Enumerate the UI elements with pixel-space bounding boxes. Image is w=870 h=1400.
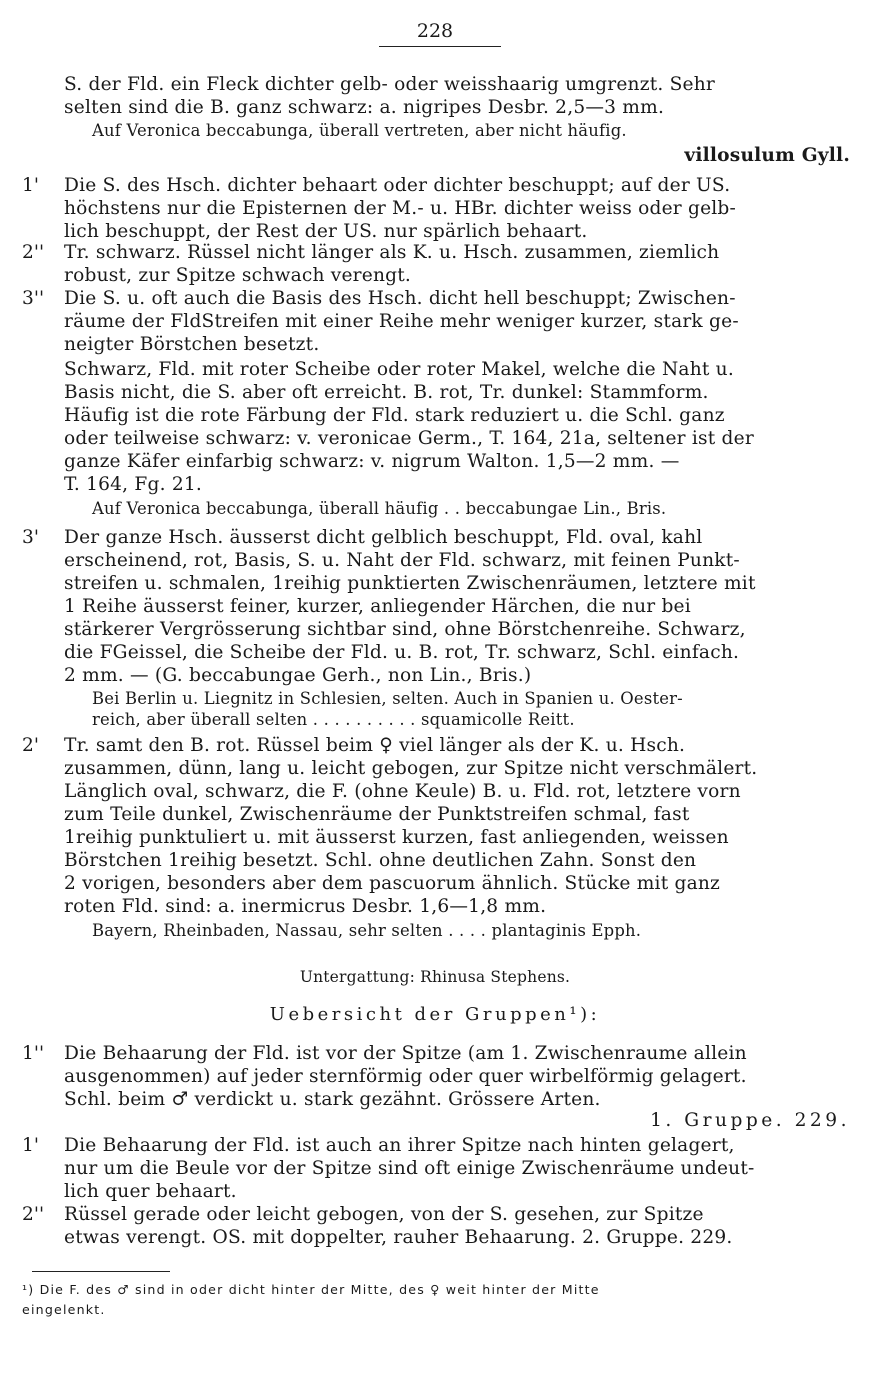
habitat-line: Bayern, Rheinbaden, Nassau, sehr selten . . . . plantaginis Epph. — [92, 921, 642, 940]
text-line: Die S. u. oft auch die Basis des Hsch. dicht hell beschuppt; Zwischen- — [64, 288, 736, 309]
text-line: lich beschuppt, der Rest der US. nur spärlich behaart. — [64, 221, 588, 242]
footnote-line: eingelenkt. — [22, 1302, 106, 1317]
couplet-marker: 1'' — [22, 1043, 45, 1064]
text-line: ganze Käfer einfarbig schwarz: v. nigrum Walton. 1,5—2 mm. — — [64, 451, 680, 472]
footnote-line: ¹) Die F. des ♂ sind in oder dicht hinter der Mitte, des ♀ weit hinter der Mitte — [22, 1282, 600, 1297]
couplet-marker: 2' — [22, 735, 39, 756]
text-line: räume der FldStreifen mit einer Reihe mehr weniger kurzer, stark ge- — [64, 311, 739, 332]
couplet-marker: 2'' — [22, 242, 45, 263]
species-name: villosulum Gyll. — [684, 145, 850, 166]
text-line: selten sind die B. ganz schwarz: a. nigripes Desbr. 2,5—3 mm. — [64, 97, 665, 118]
group-reference: 1. Gruppe. 229. — [650, 1110, 850, 1131]
couplet-marker: 3' — [22, 527, 39, 548]
text-line: Die Behaarung der Fld. ist vor der Spitze (am 1. Zwischenraume allein — [64, 1043, 747, 1064]
text-line: T. 164, Fg. 21. — [64, 474, 202, 495]
text-line: höchstens nur die Episternen der M.- u. HBr. dichter weiss oder gelb- — [64, 198, 737, 219]
text-line: Basis nicht, die S. aber oft erreicht. B. rot, Tr. dunkel: Stammform. — [64, 382, 709, 403]
page-number: 228 — [416, 20, 454, 42]
text-line: Rüssel gerade oder leicht gebogen, von der S. gesehen, zur Spitze — [64, 1204, 704, 1225]
text-line: roten Fld. sind: a. inermicrus Desbr. 1,6—1,8 mm. — [64, 896, 547, 917]
text-line: S. der Fld. ein Fleck dichter gelb- oder weisshaarig umgrenzt. Sehr — [64, 74, 716, 95]
couplet-marker: 3'' — [22, 288, 45, 309]
text-line: zusammen, dünn, lang u. leicht gebogen, zur Spitze nicht verschmälert. — [64, 758, 758, 779]
habitat-line: Auf Veronica beccabunga, überall vertreten, aber nicht häufig. — [92, 121, 627, 140]
couplet-marker: 1' — [22, 1135, 39, 1156]
text-line: stärkerer Vergrösserung sichtbar sind, ohne Börstchenreihe. Schwarz, — [64, 619, 746, 640]
couplet-marker: 1' — [22, 175, 39, 196]
text-line: Tr. samt den B. rot. Rüssel beim ♀ viel länger als der K. u. Hsch. — [64, 735, 686, 756]
text-line: 1 Reihe äusserst feiner, kurzer, anliegender Härchen, die nur bei — [64, 596, 691, 617]
text-line: Börstchen 1reihig besetzt. Schl. ohne deutlichen Zahn. Sonst den — [64, 850, 697, 871]
text-line: etwas verengt. OS. mit doppelter, rauher Behaarung. 2. Gruppe. 229. — [64, 1227, 733, 1248]
text-line: 1reihig punktuliert u. mit äusserst kurzen, fast anliegenden, weissen — [64, 827, 729, 848]
text-line: streifen u. schmalen, 1reihig punktierten Zwischenräumen, letztere mit — [64, 573, 756, 594]
text-line: lich quer behaart. — [64, 1181, 237, 1202]
text-line: Schl. beim ♂ verdickt u. stark gezähnt. Grössere Arten. — [64, 1089, 601, 1110]
footnote-rule — [32, 1271, 170, 1272]
text-line: Länglich oval, schwarz, die F. (ohne Keule) B. u. Fld. rot, letztere vorn — [64, 781, 741, 802]
habitat-line: Bei Berlin u. Liegnitz in Schlesien, selten. Auch in Spanien u. Oester- — [92, 689, 683, 708]
text-line: Die S. des Hsch. dichter behaart oder dichter beschuppt; auf der US. — [64, 175, 731, 196]
text-line: zum Teile dunkel, Zwischenräume der Punktstreifen schmal, fast — [64, 804, 690, 825]
text-line: erscheinend, rot, Basis, S. u. Naht der Fld. schwarz, mit feinen Punkt- — [64, 550, 740, 571]
text-line: 2 vorigen, besonders aber dem pascuorum ähnlich. Stücke mit ganz — [64, 873, 721, 894]
couplet-marker: 2'' — [22, 1204, 45, 1225]
text-line: nur um die Beule vor der Spitze sind oft einige Zwischenräume undeut- — [64, 1158, 755, 1179]
habitat-line: Auf Veronica beccabunga, überall häufig . . beccabungae Lin., Bris. — [92, 499, 667, 518]
section-heading: Uebersicht der Gruppen¹): — [269, 1004, 601, 1025]
text-line: die FGeissel, die Scheibe der Fld. u. B. rot, Tr. schwarz, Schl. einfach. — [64, 642, 740, 663]
header-rule — [379, 46, 501, 47]
text-line: robust, zur Spitze schwach verengt. — [64, 265, 412, 286]
text-line: Die Behaarung der Fld. ist auch an ihrer Spitze nach hinten gelagert, — [64, 1135, 735, 1156]
text-line: oder teilweise schwarz: v. veronicae Germ., T. 164, 21a, seltener ist der — [64, 428, 754, 449]
text-line: Tr. schwarz. Rüssel nicht länger als K. u. Hsch. zusammen, ziemlich — [64, 242, 720, 263]
text-line: 2 mm. — (G. beccabungae Gerh., non Lin., Bris.) — [64, 665, 532, 686]
habitat-line: reich, aber überall selten . . . . . . . . . . squamicolle Reitt. — [92, 710, 575, 729]
text-line: Der ganze Hsch. äusserst dicht gelblich beschuppt, Fld. oval, kahl — [64, 527, 703, 548]
subgenus-heading: Untergattung: Rhinusa Stephens. — [299, 968, 571, 986]
text-line: Schwarz, Fld. mit roter Scheibe oder roter Makel, welche die Naht u. — [64, 359, 734, 380]
text-line: Häufig ist die rote Färbung der Fld. stark reduziert u. die Schl. ganz — [64, 405, 725, 426]
text-line: ausgenommen) auf jeder sternförmig oder quer wirbelförmig gelagert. — [64, 1066, 747, 1087]
text-line: neigter Börstchen besetzt. — [64, 334, 320, 355]
